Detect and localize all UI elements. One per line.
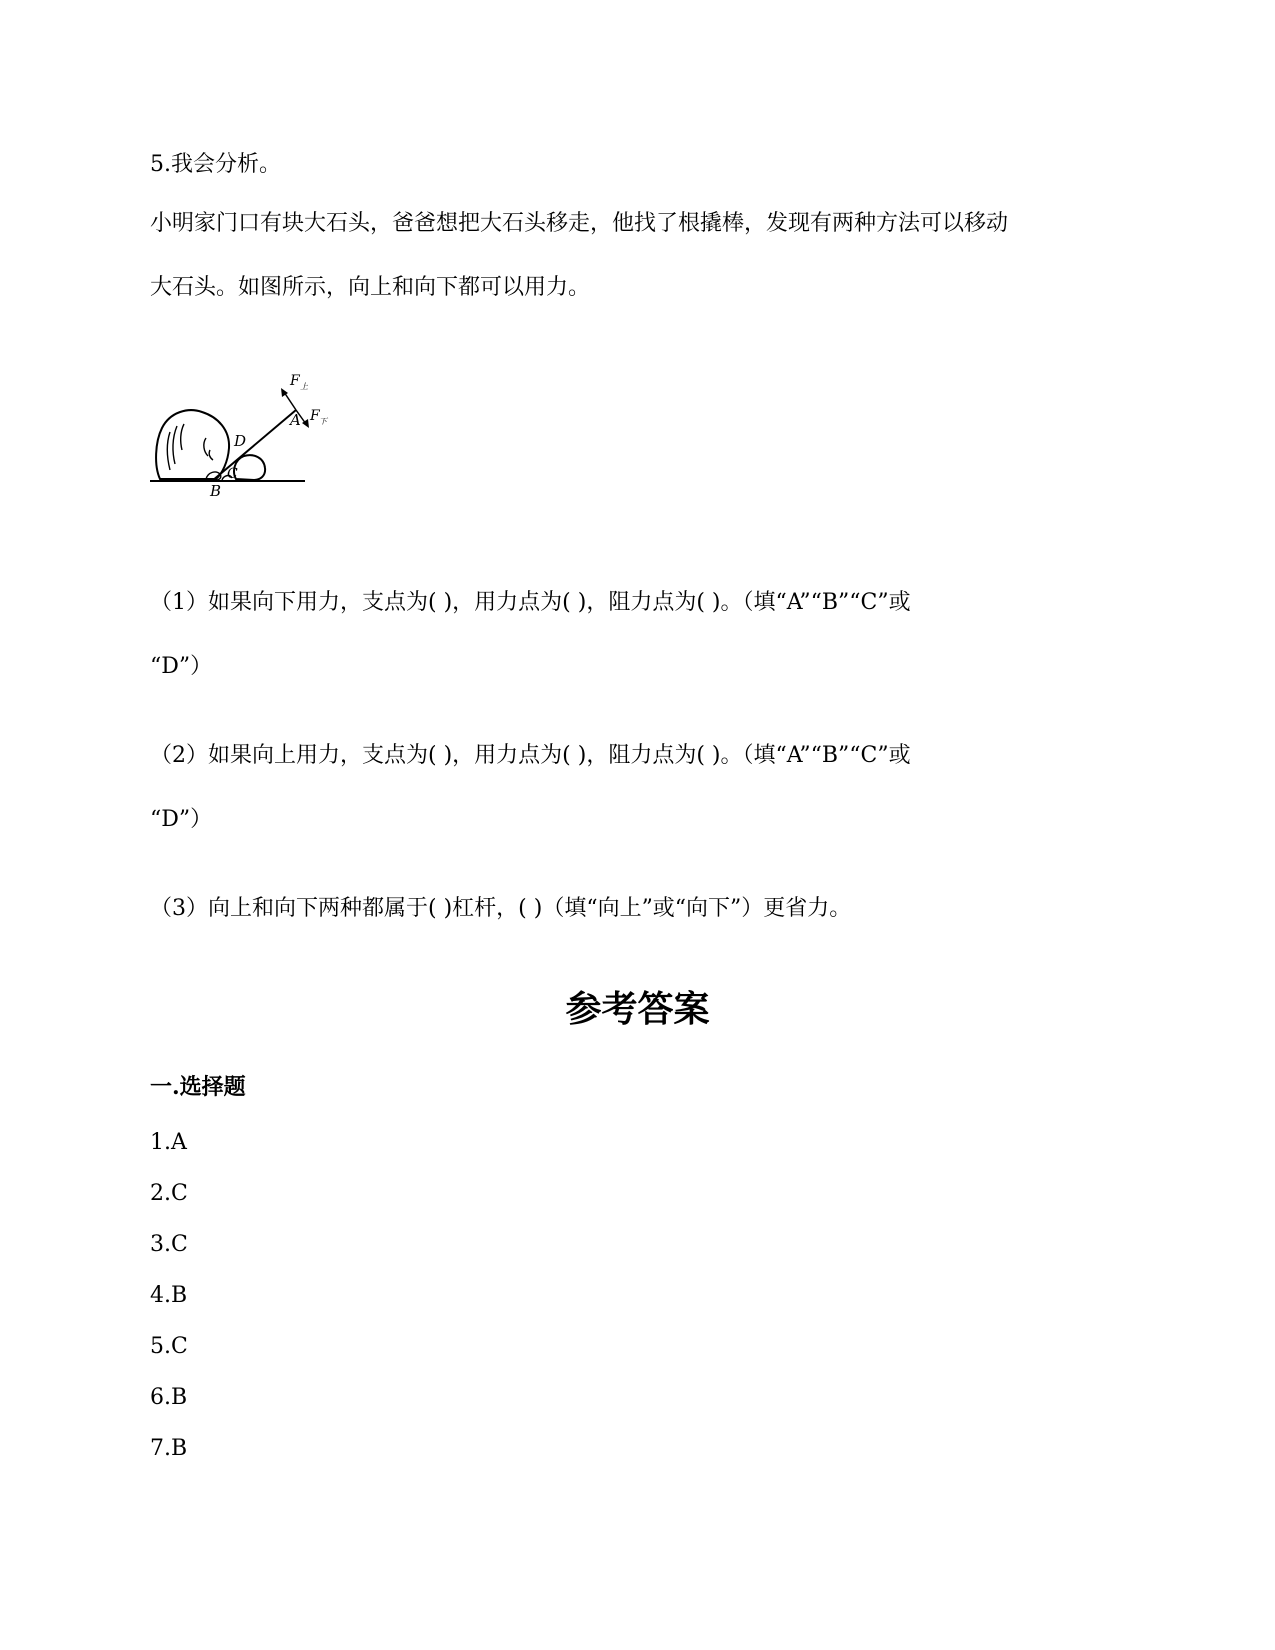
answer-item: 4.B (150, 1283, 188, 1308)
label-point-b: B (210, 482, 222, 500)
subquestion-1-line-2: “D”） (150, 654, 213, 679)
section-heading-multiple-choice: 一.选择题 (150, 1074, 246, 1100)
label-point-c: C (227, 466, 238, 482)
subquestion-3: （3）向上和向下两种都属于( )杠杆，( )（填“向上”或“向下”）更省力。 (150, 896, 852, 921)
question-paragraph-line-2: 大石头。如图所示，向上和向下都可以用力。 (150, 275, 591, 300)
answer-item: 6.B (150, 1385, 188, 1410)
label-f-down-sub: 下 (319, 417, 327, 426)
answer-item: 2.C (150, 1181, 188, 1206)
answer-item: 3.C (150, 1232, 188, 1257)
label-f-up: F (290, 373, 300, 389)
subquestion-1-line-1: （1）如果向下用力，支点为( )，用力点为( )，阻力点为( )。（填“A”“B”“C”或 (150, 590, 911, 615)
label-point-a: A (290, 411, 301, 429)
label-f-up-sub: 上 (300, 382, 308, 391)
lever-rock-diagram (150, 373, 327, 525)
subquestion-2-line-2: “D”） (150, 807, 213, 832)
answer-item: 5.C (150, 1334, 188, 1359)
label-point-d: D (234, 432, 247, 450)
answer-key-heading: 参考答案 (565, 988, 710, 1030)
answer-item: 1.A (150, 1130, 187, 1155)
force-up-arrow (284, 392, 296, 410)
question-title: 5.我会分析。 (150, 152, 281, 177)
lever-bar (212, 410, 296, 481)
subquestion-2-line-1: （2）如果向上用力，支点为( )，用力点为( )，阻力点为( )。（填“A”“B”“C”或 (150, 743, 911, 768)
label-f-down: F (310, 408, 320, 424)
answer-item: 7.B (150, 1436, 188, 1461)
rock-texture (167, 424, 213, 470)
question-paragraph-line-1: 小明家门口有块大石头，爸爸想把大石头移走，他找了根撬棒，发现有两种方法可以移动 (150, 211, 1009, 236)
